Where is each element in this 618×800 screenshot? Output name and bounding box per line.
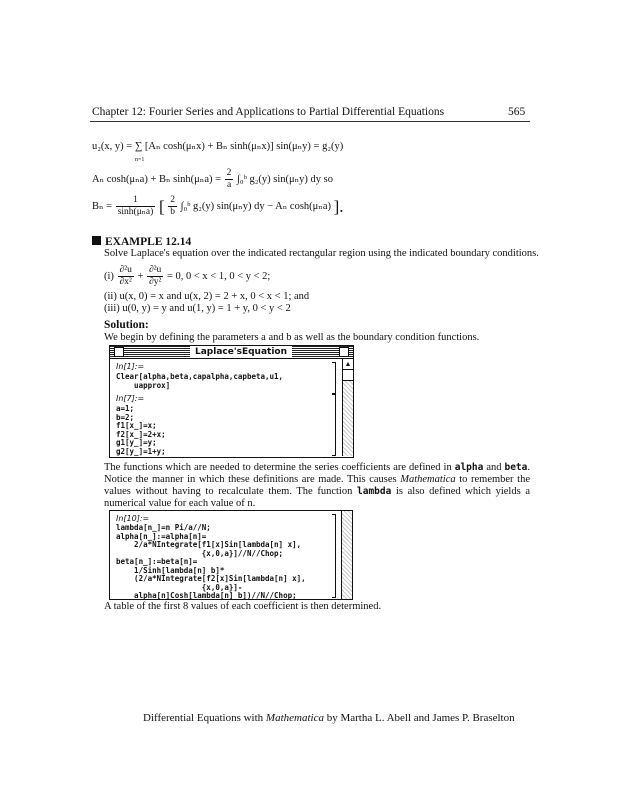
condition-i-plus: +	[137, 270, 144, 282]
paragraph-part-2: and	[483, 462, 505, 473]
equation-2-numerator: 2	[226, 168, 232, 178]
equation-3-inner-denominator: b	[170, 207, 175, 217]
condition-i-num-y: ∂²u	[149, 265, 162, 275]
close-box-icon[interactable]	[114, 347, 124, 357]
solution-heading: Solution:	[104, 319, 149, 331]
cell-label-in1: In[1]:=	[116, 362, 145, 371]
condition-i-den-y: ∂y²	[149, 277, 162, 287]
equation-3-denominator: sinh(μₙa)	[117, 207, 154, 217]
equation-2-fraction	[225, 168, 234, 191]
condition-i-frac-x	[118, 265, 134, 288]
footer-suffix: by Martha L. Abell and James P. Braselton	[323, 712, 515, 724]
condition-ii: (ii) u(x, 0) = x and u(x, 2) = 2 + x, 0 < x < 1; and	[104, 291, 310, 302]
equation-3-fraction	[116, 195, 156, 218]
mathematica-italic: Mathematica	[400, 474, 456, 485]
condition-iii: (iii) u(0, y) = y and u(1, y) = 1 + y, 0 < y < 2	[104, 303, 291, 314]
equation-1: u₂(x, y) = ∑ [Aₙ cosh(μₙx) + Bₙ sinh(μₙx)] sin(μₙy) = g₂(y)	[92, 141, 344, 152]
example-heading-text: EXAMPLE 12.14	[105, 236, 192, 248]
chapter-title: Chapter 12: Fourier Series and Applications to Partial Differential Equations	[92, 106, 445, 118]
scroll-thumb[interactable]	[342, 370, 353, 381]
paragraph-part-1: The functions which are needed to determine the series coefficients are defined in	[104, 462, 455, 473]
paragraph-part-5: is also defined which yields a numerical value for each value of n.	[104, 486, 530, 509]
paragraph-part-4: to remember the values without having to recalculate them. The function	[104, 474, 530, 497]
keyword-beta: beta	[504, 462, 528, 473]
page-number: 565	[508, 106, 526, 118]
cell-label-in10: In[10]:=	[116, 514, 150, 523]
keyword-alpha: alpha	[454, 462, 484, 473]
equation-1-limits: n=1	[135, 157, 145, 163]
notebook-window[interactable]	[109, 345, 354, 458]
equation-3-bracket-close: ].	[333, 196, 344, 216]
cell-bracket[interactable]	[332, 514, 336, 598]
keyword-lambda: lambda	[357, 486, 392, 497]
solution-text: We begin by defining the parameters a and b as well as the boundary condition functions.	[104, 332, 480, 343]
explanation-paragraph	[104, 462, 530, 510]
footer-mathematica: Mathematica	[265, 712, 324, 724]
equation-3-bracket-open: [	[158, 196, 165, 216]
footer-prefix: Differential Equations with	[143, 712, 266, 724]
example-heading	[92, 236, 191, 248]
condition-i-frac-y	[147, 265, 163, 288]
equation-2	[92, 168, 333, 191]
cell-code-coefficients[interactable]: lambda[n_]=n Pi/a//N; alpha[n_]:=alpha[n]= 2/a*NIntegrate[f1[x]Sin[lambda[n] x], {x,0,a}]//N//Chop; beta[n_]:=beta[n]= 1/Sinh[lambda[n] b]* (2/a*NIntegrate[f2[x]Sin[lambda[n] x], {x,0,a}]- alpha[n]Cosh[lambda[n] b])//N//Chop;	[116, 523, 306, 600]
cell-code-clear[interactable]: Clear[alpha,beta,capalpha,capbeta,u1, uapprox]	[116, 372, 284, 390]
equation-3-lhs: Bₙ =	[92, 200, 115, 212]
equation-2-lhs: Aₙ cosh(μₙa) + Bₙ sinh(μₙa) =	[92, 173, 224, 185]
vertical-scrollbar[interactable]	[341, 511, 352, 599]
equation-2-rhs: ∫₀ᵇ g₂(y) sin(μₙy) dy so	[237, 173, 333, 185]
window-title: Laplace'sEquation	[190, 346, 292, 358]
example-square-icon	[92, 236, 101, 245]
table-intro-text: A table of the first 8 values of each coefficient is then determined.	[104, 601, 382, 612]
equation-3-inner-numerator: 2	[170, 195, 175, 205]
condition-i-rest: = 0, 0 < x < 1, 0 < y < 2;	[166, 270, 271, 282]
book-footer	[143, 712, 515, 724]
equation-2-denominator: a	[226, 180, 232, 190]
condition-i-label: (i)	[104, 270, 114, 282]
equation-3-numerator: 1	[116, 195, 156, 207]
window-title-bar[interactable]	[110, 346, 353, 359]
paragraph-part-3: . Notice the manner in which these definitions are made. This causes	[104, 462, 530, 485]
zoom-box-icon[interactable]	[339, 347, 349, 357]
cell-label-in7: In[7]:=	[116, 394, 145, 403]
condition-i	[104, 265, 270, 288]
scroll-up-arrow-icon[interactable]: ▲	[342, 359, 353, 370]
notebook-window-2[interactable]	[109, 510, 353, 600]
example-task: Solve Laplace's equation over the indicated rectangular region using the indicated boundary conditions.	[104, 248, 539, 259]
header-rule	[90, 121, 530, 122]
equation-3	[92, 195, 344, 218]
condition-i-num-x: ∂²u	[119, 265, 132, 275]
condition-i-den-x: ∂x²	[119, 277, 132, 287]
cell-bracket[interactable]	[332, 362, 336, 394]
cell-code-definitions[interactable]: a=1; b=2; f1[x_]=x; f2[x_]=2+x; g1[y_]=y; g2[y_]=1+y;	[116, 404, 166, 456]
equation-3-rhs: ∫₀ᵇ g₂(y) sin(μₙy) dy − Aₙ cosh(μₙa)	[180, 200, 332, 212]
equation-3-inner-fraction	[168, 195, 177, 218]
cell-bracket[interactable]	[332, 394, 336, 456]
